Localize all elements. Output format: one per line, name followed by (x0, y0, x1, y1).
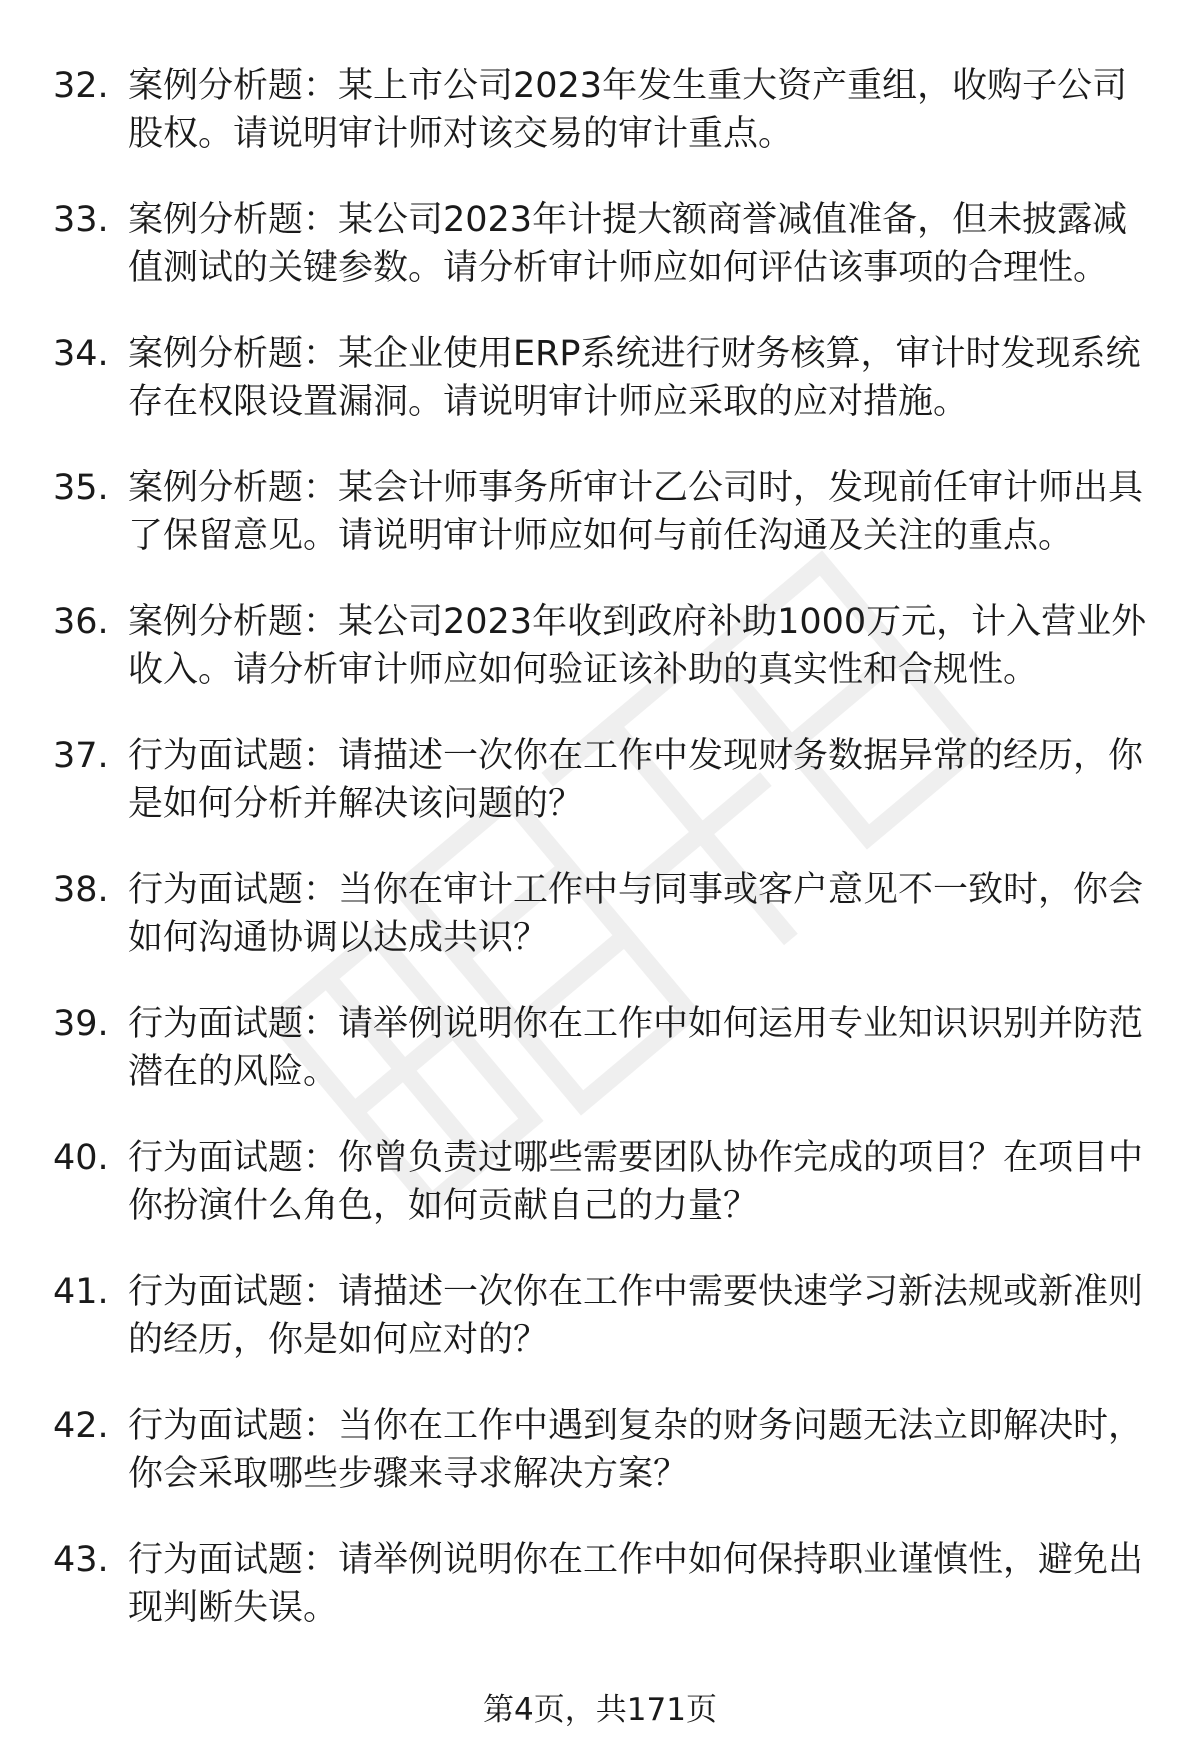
question-text: 案例分析题：某上市公司2023年发生重大资产重组，收购子公司股权。请说明审计师对该交易的审计重点。 (128, 66, 1128, 154)
question-text: 行为面试题：你曾负责过哪些需要团队协作完成的项目？在项目中你扮演什么角色，如何贡献自己的力量？ (128, 1138, 1144, 1226)
question-number: 40. (53, 1138, 109, 1178)
question-number: 36. (53, 602, 109, 642)
question-item (0, 464, 1200, 598)
question-number: 39. (53, 1004, 109, 1044)
question-item (0, 1402, 1200, 1536)
question-number: 41. (53, 1272, 109, 1312)
question-number: 42. (53, 1406, 109, 1446)
question-text: 行为面试题：请描述一次你在工作中发现财务数据异常的经历，你是如何分析并解决该问题的？ (128, 736, 1144, 824)
question-text: 行为面试题：当你在工作中遇到复杂的财务问题无法立即解决时，你会采取哪些步骤来寻求解决方案？ (128, 1406, 1144, 1494)
question-text: 案例分析题：某公司2023年计提大额商誉减值准备，但未披露减值测试的关键参数。请分析审计师应如何评估该事项的合理性。 (128, 200, 1128, 288)
question-number: 43. (53, 1540, 109, 1580)
page-footer (0, 1690, 1200, 1730)
question-number: 35. (53, 468, 109, 508)
page-number-label: 第4页，共171页 (483, 1692, 717, 1728)
question-item (0, 1268, 1200, 1402)
question-item (0, 330, 1200, 464)
question-number: 33. (53, 200, 109, 240)
question-text: 案例分析题：某公司2023年收到政府补助1000万元，计入营业外收入。请分析审计师应如何验证该补助的真实性和合规性。 (128, 602, 1147, 690)
question-text: 案例分析题：某企业使用ERP系统进行财务核算，审计时发现系统存在权限设置漏洞。请说明审计师应采取的应对措施。 (128, 334, 1141, 422)
question-item (0, 732, 1200, 866)
question-item (0, 866, 1200, 1000)
question-number: 37. (53, 736, 109, 776)
question-item (0, 1536, 1200, 1670)
question-text: 案例分析题：某会计师事务所审计乙公司时，发现前任审计师出具了保留意见。请说明审计师应如何与前任沟通及关注的重点。 (128, 468, 1144, 556)
question-number: 38. (53, 870, 109, 910)
question-text: 行为面试题：请举例说明你在工作中如何运用专业知识识别并防范潜在的风险。 (128, 1004, 1144, 1092)
question-item (0, 62, 1200, 196)
question-text: 行为面试题：请描述一次你在工作中需要快速学习新法规或新准则的经历，你是如何应对的？ (128, 1272, 1144, 1360)
question-text: 行为面试题：当你在审计工作中与同事或客户意见不一致时，你会如何沟通协调以达成共识？ (128, 870, 1144, 958)
question-item (0, 1000, 1200, 1134)
question-item (0, 1134, 1200, 1268)
question-number: 32. (53, 66, 109, 106)
question-list (0, 62, 1200, 1670)
question-text: 行为面试题：请举例说明你在工作中如何保持职业谨慎性，避免出现判断失误。 (128, 1540, 1144, 1628)
question-item (0, 196, 1200, 330)
question-item (0, 598, 1200, 732)
question-number: 34. (53, 334, 109, 374)
